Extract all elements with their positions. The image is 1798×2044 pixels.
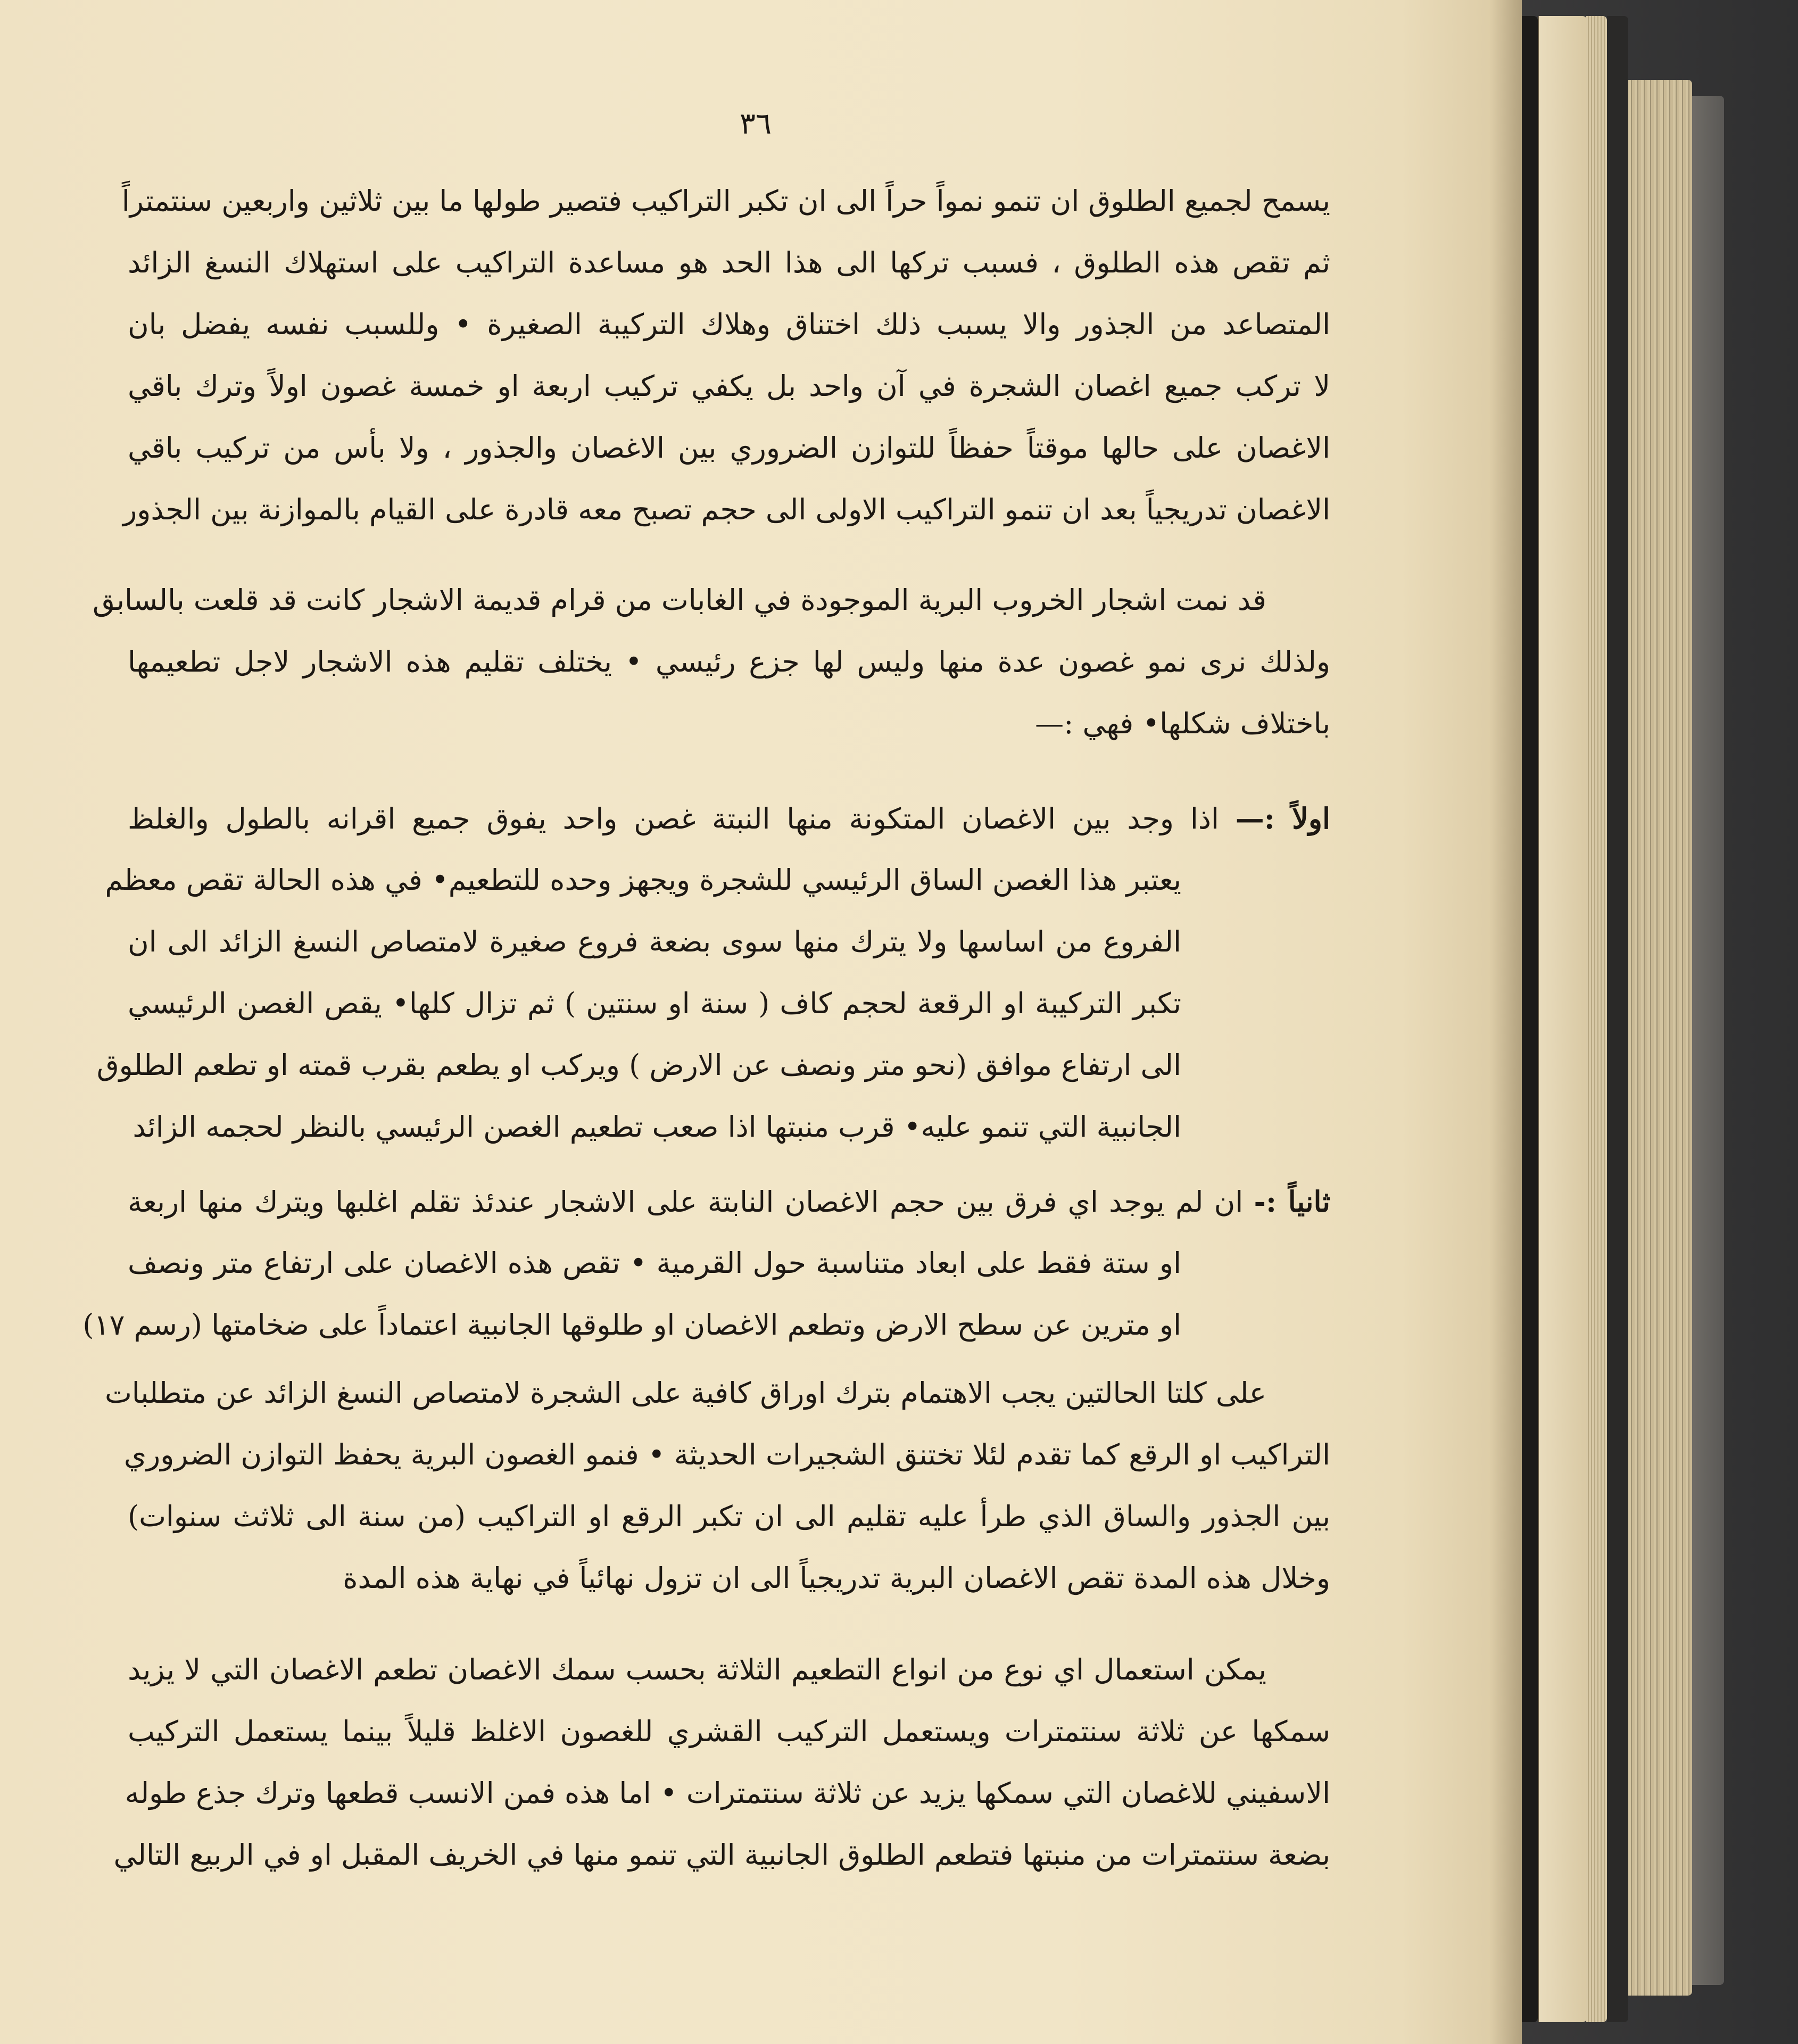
- text-line: او مترين عن سطح الارض وتطعم الاغصان او طلوقها الجانبية اعتماداً على ضخامتها (رسم ١٧): [82, 1308, 1181, 1342]
- paragraph-5: [104, 1362, 1330, 1609]
- paragraph-second-case-body: [82, 1232, 1181, 1356]
- binding-gap: [1522, 16, 1538, 2022]
- text-line: الى ارتفاع موافق (نحو متر ونصف عن الارض ) ويركب او يطعم بقرب قمته او تطعم الطلوق: [96, 1048, 1181, 1082]
- page-stack-edge: [1586, 16, 1607, 2022]
- text-line: الفروع من اساسها ولا يترك منها سوى بضعة فروع صغيرة لامتصاص النسغ الزائد الى ان: [128, 925, 1181, 958]
- text-line: قد نمت اشجار الخروب البرية الموجودة في الغابات من قرام قديمة الاشجار كانت قد قلعت بالسابق: [92, 583, 1266, 617]
- text-line: تكبر التركيبة او الرقعة لحجم كاف ( سنة او سنتين ) ثم تزال كلها• يقص الغصن الرئيسي: [128, 987, 1181, 1020]
- text-line: الاسفيني للاغصان التي سمكها يزيد عن ثلاثة سنتمترات • اما هذه فمن الانسب قطعها وترك جذع طوله: [125, 1776, 1330, 1810]
- text-line: التراكيب او الرقع كما تقدم لئلا تختنق الشجيرات الحديثة • فنمو الغصون البرية يحفظ التوازن الضروري: [123, 1438, 1330, 1471]
- paragraph-1: [121, 170, 1330, 541]
- text-line: يسمح لجميع الطلوق ان تنمو نمواً حراً الى ان تكبر التراكيب فتصير طولها ما بين ثلاثين واربعين سنتمتراً: [121, 184, 1330, 218]
- binding-gap: [1607, 16, 1628, 2022]
- text-span: ان لم يوجد اي فرق بين حجم الاغصان النابتة على الاشجار عندئذ تقلم اغلبها ويترك منها اربعة: [128, 1185, 1244, 1219]
- text-line: يعتبر هذا الغصن الساق الرئيسي للشجرة ويجهز وحده للتطعيم• في هذه الحالة تقص معظم: [105, 863, 1181, 897]
- paragraph-2: [92, 569, 1330, 755]
- text-line: بضعة سنتمترات من منبتها فتطعم الطلوق الجانبية التي تنمو منها في الخريف المقبل او في الربيع التالي: [113, 1838, 1330, 1872]
- text-line: ولذلك نرى نمو غصون عدة منها وليس لها جزع رئيسي • يختلف تقليم هذه الاشجار لاجل تطعيمها: [128, 645, 1330, 678]
- text-line: المتصاعد من الجذور والا يسبب ذلك اختناق وهلاك التركيبة الصغيرة • وللسبب نفسه يفضل بان: [128, 308, 1330, 341]
- paragraph-6: [113, 1639, 1330, 1886]
- text-line: ثم تقص هذه الطلوق ، فسبب تركها الى هذا الحد هو مساعدة التراكيب على استهلاك النسغ الزائد: [128, 246, 1330, 279]
- paragraph-first-case-body: [96, 849, 1181, 1158]
- text-line: الاغصان تدريجياً بعد ان تنمو التراكيب الاولى الى حجم تصبح معه قادرة على القيام بالموازنة بين الجذور: [123, 493, 1330, 526]
- text-line: او ستة فقط على ابعاد متناسبة حول القرمية • تقص هذه الاغصان على ارتفاع متر ونصف: [128, 1246, 1181, 1280]
- text-line: على كلتا الحالتين يجب الاهتمام بترك اوراق كافية على الشجرة لامتصاص النسغ الزائد عن متطلبات: [104, 1376, 1266, 1410]
- text-line: يمكن استعمال اي نوع من انواع التطعيم الثلاثة بحسب سمك الاغصان تطعم الاغصان التي لا يزيد: [128, 1653, 1266, 1686]
- text-line: الجانبية التي تنمو عليه• قرب منبتها اذا صعب تطعيم الغصن الرئيسي بالنظر لحجمه الزائد: [132, 1110, 1181, 1144]
- page-number: ٣٦: [739, 106, 772, 141]
- text-line: [128, 1171, 1330, 1233]
- text-line: الاغصان على حالها موقتاً حفظاً للتوازن الضروري بين الاغصان والجذور ، ولا بأس من تركيب باقي: [128, 431, 1330, 465]
- text-line: لا تركب جميع اغصان الشجرة في آن واحد بل يكفي تركيب اربعة او خمسة غصون اولاً وترك باقي: [128, 369, 1330, 403]
- book-cover-edge: [1692, 96, 1724, 1985]
- text-span: اذا وجد بين الاغصان المتكونة منها النبتة غصن واحد يفوق جميع اقرانه بالطول والغلظ: [128, 802, 1219, 835]
- binding-shadow: [1490, 0, 1522, 2044]
- text-line: وخلال هذه المدة تقص الاغصان البرية تدريجياً الى ان تزول نهائياً في نهاية هذه المدة: [343, 1561, 1330, 1595]
- text-line: باختلاف شكلها• فهي :—: [1035, 707, 1330, 740]
- page-stack-edge: [1628, 80, 1692, 1996]
- page-edges: [1522, 16, 1756, 2022]
- paragraph-second-case: [128, 1171, 1330, 1233]
- list-marker: ثانياً :-: [1254, 1185, 1331, 1219]
- list-marker: اولاً :—: [1235, 801, 1330, 835]
- page-stack-edge: [1538, 16, 1587, 2022]
- text-line: بين الجذور والساق الذي طرأ عليه تقليم الى ان تكبر الرقع او التراكيب (من سنة الى ثلاثث سنوات): [128, 1500, 1330, 1533]
- text-line: سمكها عن ثلاثة سنتمترات ويستعمل التركيب القشري للغصون الاغلظ قليلاً بينما يستعمل التركيب: [128, 1715, 1330, 1748]
- paragraph-first-case: [128, 788, 1330, 850]
- text-line: [128, 788, 1330, 850]
